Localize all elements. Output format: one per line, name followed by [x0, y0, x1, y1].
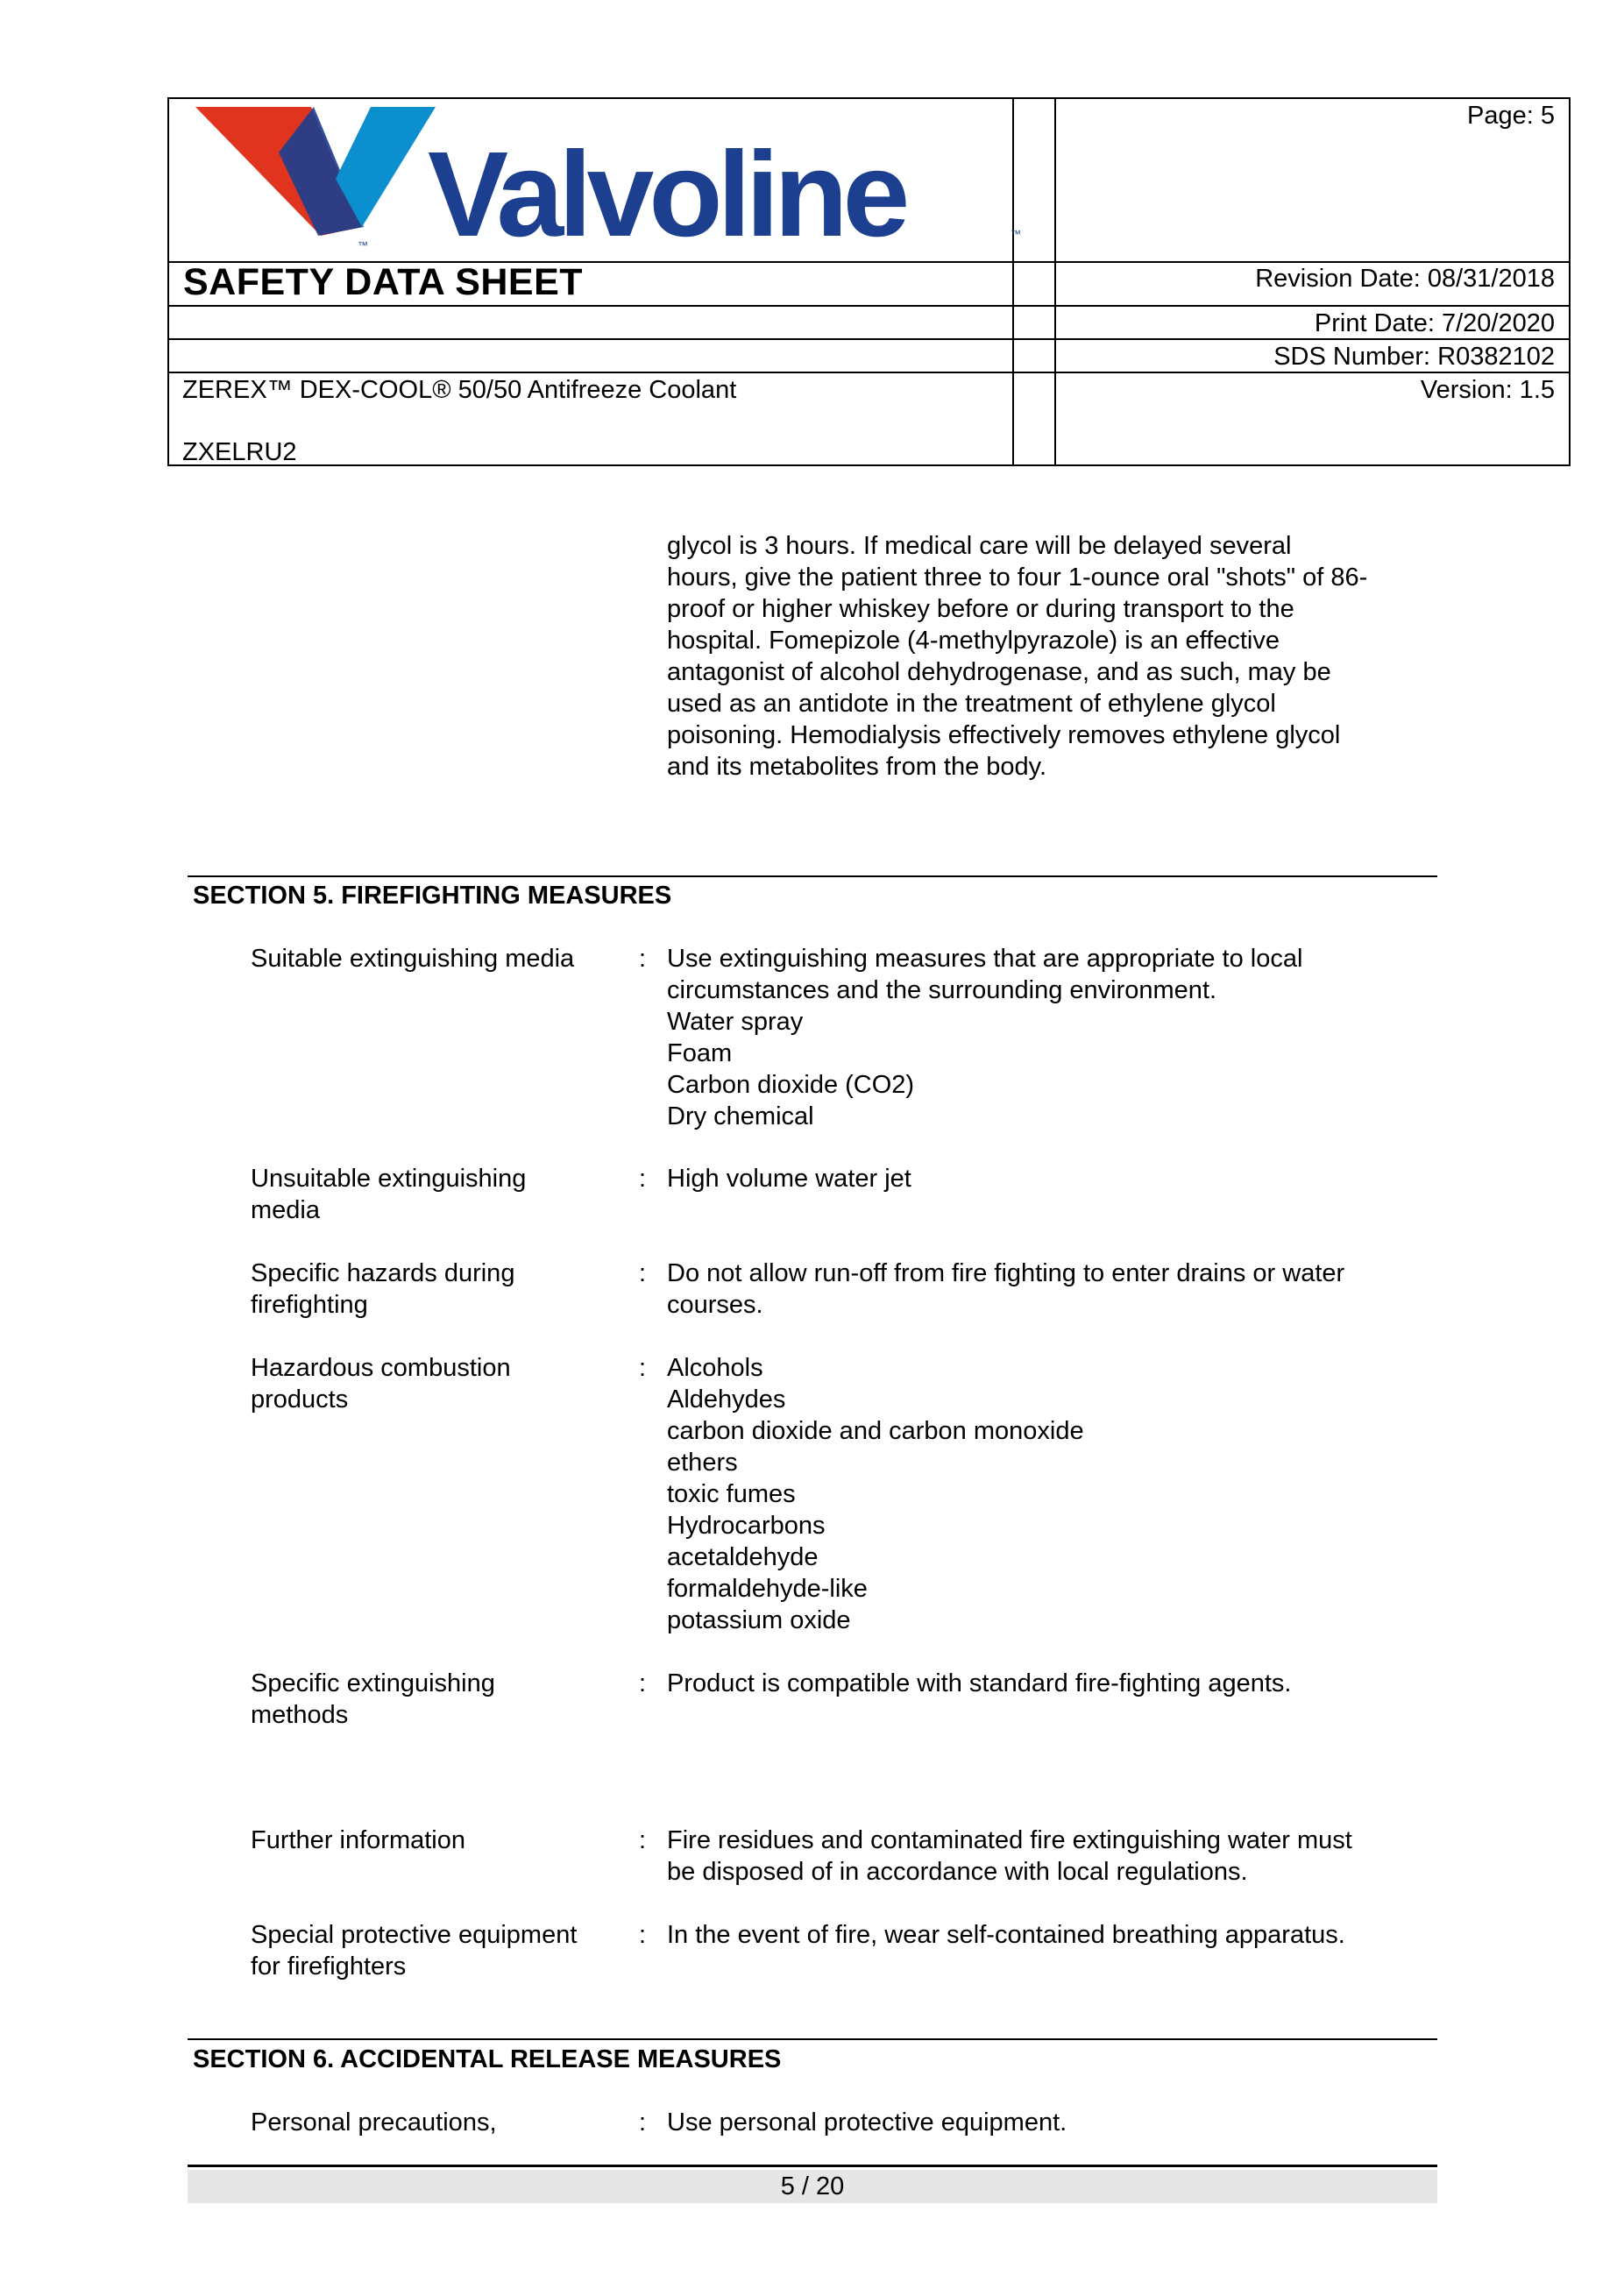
section-rule [188, 2038, 1437, 2040]
field-value: carbon dioxide and carbon monoxide [667, 1417, 1084, 1445]
field-value: Product is compatible with standard fire-fighting agents. [667, 1669, 1292, 1697]
field-value: Use extinguishing measures that are appropriate to local [667, 945, 1303, 973]
field-label: firefighting [251, 1291, 368, 1319]
page-label: Page: 5 [1467, 102, 1555, 130]
field-value: Hydrocarbons [667, 1512, 826, 1540]
field-colon: : [639, 1165, 647, 1193]
paragraph-line: poisoning. Hemodialysis effectively removes ethylene glycol [667, 721, 1341, 749]
paragraph-line: hours, give the patient three to four 1-ounce oral "shots" of 86- [667, 563, 1368, 592]
field-value: toxic fumes [667, 1480, 796, 1508]
field-label: Unsuitable extinguishing [251, 1165, 527, 1193]
field-value: courses. [667, 1291, 763, 1319]
section6-title: SECTION 6. ACCIDENTAL RELEASE MEASURES [193, 2045, 782, 2073]
product-code: ZXELRU2 [182, 438, 297, 466]
print-date: Print Date: 7/20/2020 [1314, 309, 1555, 337]
valvoline-v-icon [195, 104, 1037, 253]
field-label: Personal precautions, [251, 2108, 497, 2137]
paragraph-line: hospital. Fomepizole (4-methylpyrazole) is an effective [667, 627, 1280, 655]
field-value: formaldehyde-like [667, 1575, 868, 1603]
field-label: Hazardous combustion [251, 1354, 511, 1382]
header-divider [1054, 99, 1056, 464]
field-value: High volume water jet [667, 1165, 911, 1193]
paragraph-line: used as an antidote in the treatment of ethylene glycol [667, 690, 1276, 718]
field-label: methods [251, 1701, 349, 1729]
field-value: acetaldehyde [667, 1543, 819, 1571]
field-value: Foam [667, 1039, 733, 1067]
paragraph-line: antagonist of alcohol dehydrogenase, and as such, may be [667, 658, 1331, 686]
footer-rule [188, 2165, 1437, 2167]
field-value: Do not allow run-off from fire fighting to enter drains or water [667, 1259, 1345, 1287]
doc-title: SAFETY DATA SHEET [183, 261, 584, 303]
field-value: potassium oxide [667, 1606, 851, 1634]
svg-text:™: ™ [1011, 228, 1021, 240]
version: Version: 1.5 [1420, 376, 1555, 404]
header-rule [169, 305, 1569, 307]
page-count: 5 / 20 [188, 2170, 1437, 2203]
document-header [167, 97, 1571, 466]
field-value: In the event of fire, wear self-contained breathing apparatus. [667, 1921, 1345, 1949]
brand-wordmark: Valvoline [428, 127, 905, 253]
header-rule [169, 338, 1569, 340]
field-colon: : [639, 1826, 647, 1854]
valvoline-logo [195, 104, 1037, 253]
paragraph-line: glycol is 3 hours. If medical care will be delayed several [667, 532, 1292, 560]
section-rule [188, 875, 1437, 877]
field-label: Special protective equipment [251, 1921, 578, 1949]
revision-date: Revision Date: 08/31/2018 [1255, 265, 1555, 293]
field-value: Alcohols [667, 1354, 763, 1382]
field-colon: : [639, 1669, 647, 1697]
field-value: circumstances and the surrounding environment. [667, 976, 1217, 1004]
field-value: Aldehydes [667, 1385, 786, 1414]
paragraph-line: proof or higher whiskey before or during transport to the [667, 595, 1294, 623]
field-value: Dry chemical [667, 1102, 814, 1130]
product-name: ZEREX™ DEX-COOL® 50/50 Antifreeze Coolant [182, 376, 737, 404]
paragraph-line: and its metabolites from the body. [667, 753, 1047, 781]
sds-number: SDS Number: R0382102 [1273, 343, 1555, 371]
field-value: Carbon dioxide (CO2) [667, 1071, 915, 1099]
field-value: be disposed of in accordance with local regulations. [667, 1858, 1248, 1886]
field-value: ethers [667, 1449, 738, 1477]
field-colon: : [639, 1354, 647, 1382]
field-value: Fire residues and contaminated fire extinguishing water must [667, 1826, 1352, 1854]
field-label: Further information [251, 1826, 465, 1854]
section5-title: SECTION 5. FIREFIGHTING MEASURES [193, 882, 672, 910]
field-label: Specific hazards during [251, 1259, 515, 1287]
field-colon: : [639, 2108, 647, 2137]
field-label: media [251, 1196, 320, 1224]
field-value: Water spray [667, 1008, 804, 1036]
field-label: for firefighters [251, 1952, 407, 1981]
field-label: products [251, 1385, 349, 1414]
field-label: Suitable extinguishing media [251, 945, 575, 973]
field-colon: : [639, 1921, 647, 1949]
field-value: Use personal protective equipment. [667, 2108, 1067, 2137]
field-colon: : [639, 945, 647, 973]
header-rule [169, 372, 1569, 373]
field-colon: : [639, 1259, 647, 1287]
svg-text:™: ™ [358, 239, 368, 252]
field-label: Specific extinguishing [251, 1669, 495, 1697]
